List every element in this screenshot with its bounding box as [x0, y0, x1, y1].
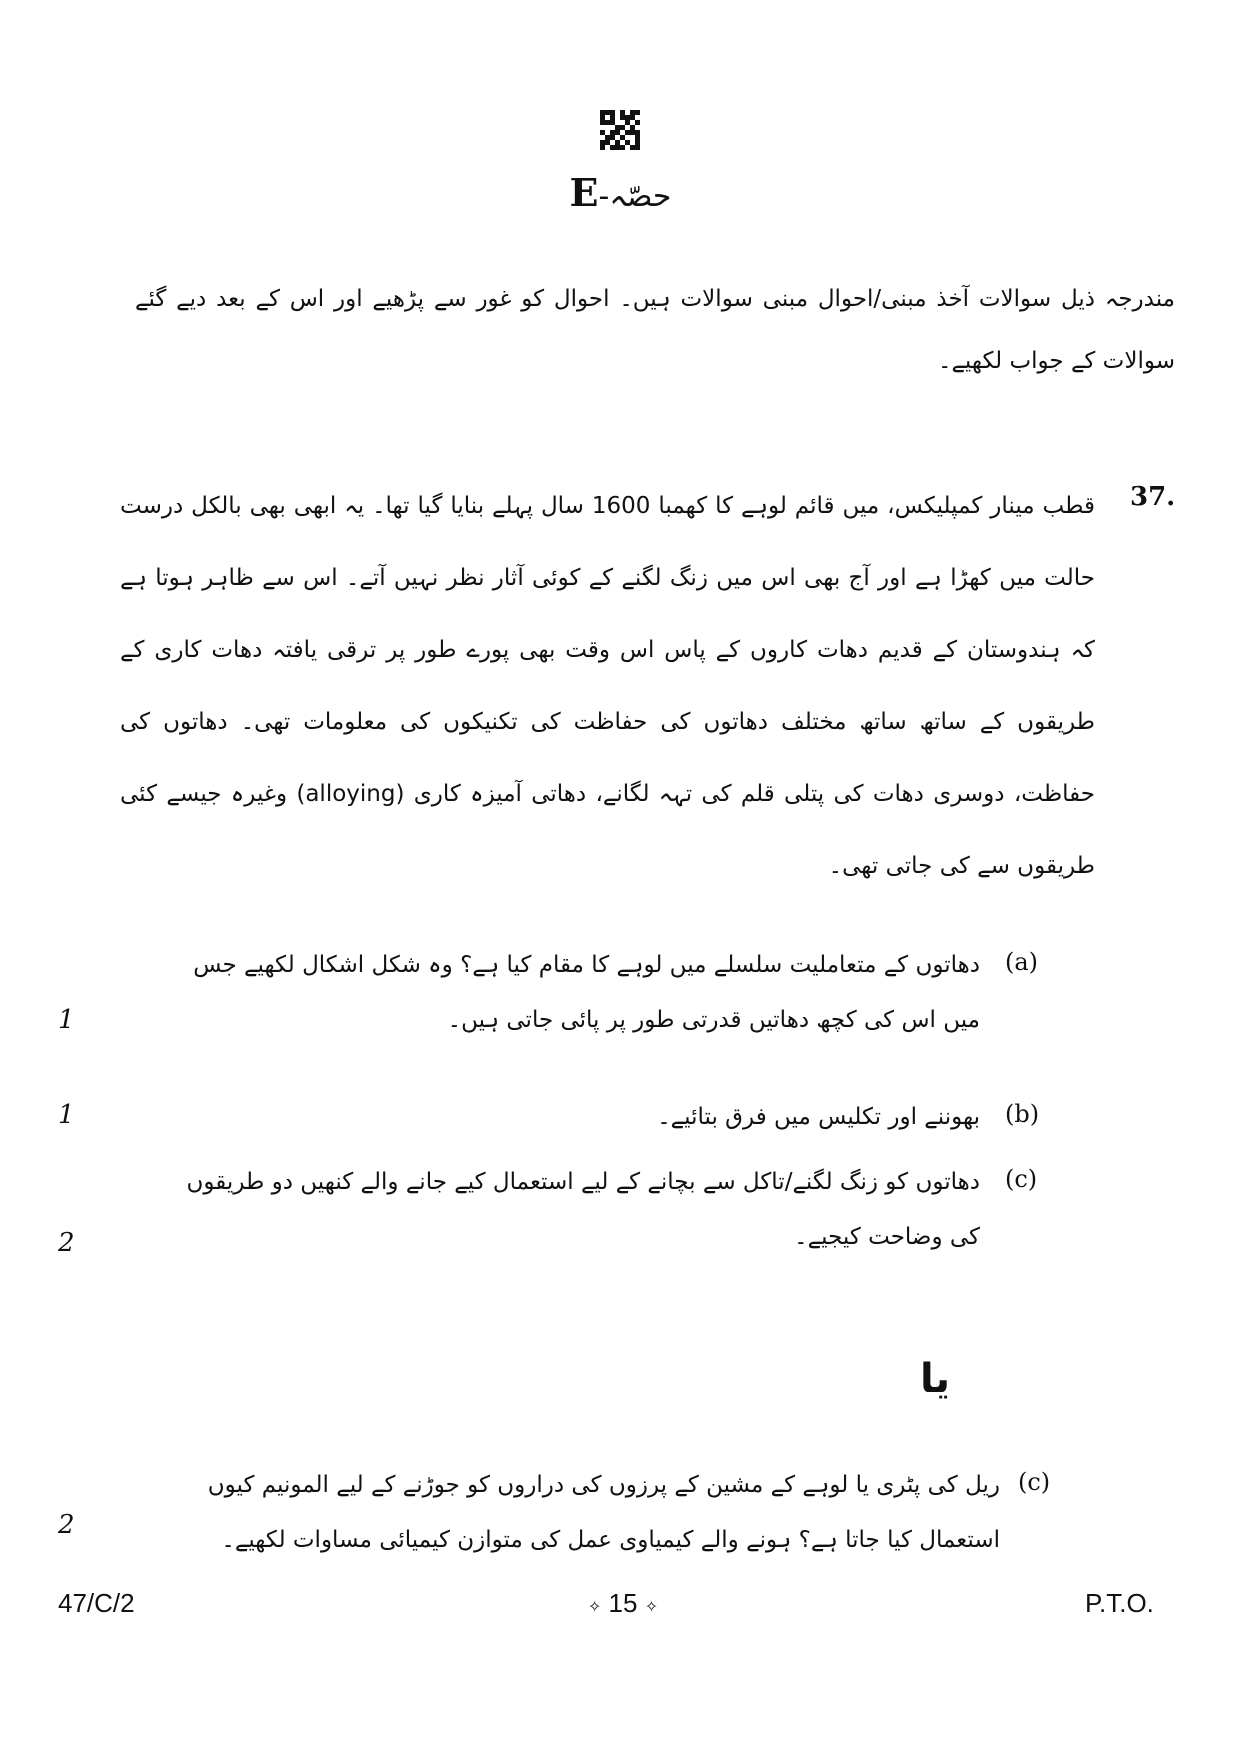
passage: قطب مینار کمپلیکس، میں قائم لوہے کا کھمبا 1600 سال پہلے بنایا گیا تھا۔ یہ ابھی بھی بالکل درست حالت میں کھڑا ہے اور آج بھی اس میں زنگ لگنے کے کوئی آثار نظر نہیں آتے۔ اس سے ظاہر ہوتا ہے کہ ہندوستان کے قدیم دھات کاروں کے پاس اس وقت بھی پورے طور پر ترقی یافتہ دھات کاری کے طریقوں کے ساتھ ساتھ مختلف دھاتوں کی حفاظت کی تکنیکوں کی معلومات تھی۔ دھاتوں کی حفاظت، دوسری دھات کی پتلی قلم کی تہہ لگانے، دھاتی آمیزہ کاری (alloying) وغیرہ جیسے کئی طریقوں سے کی جاتی تھی۔ — [120, 493, 1096, 879]
pto-text: P.T.O. — [1085, 1588, 1154, 1618]
section-letter: E — [569, 170, 599, 215]
part-a-text: دھاتوں کے متعاملیت سلسلے میں لوہے کا مقام کیا ہے؟ وہ شکل اشکال لکھیے جس میں اس کی کچھ دھاتیں قدرتی طور پر پائی جاتی ہیں۔ — [193, 952, 980, 1033]
alt-part-c-label: (c) — [1018, 1468, 1051, 1496]
part-b-label: (b) — [1005, 1100, 1040, 1128]
qr-code — [600, 110, 640, 150]
paper-code: 47/C/2 — [58, 1588, 135, 1618]
part-b-marks: 1 — [58, 1100, 75, 1130]
part-a-label: (a) — [1005, 948, 1039, 976]
or-word: یا — [919, 1356, 951, 1402]
question-number: 37. — [1130, 482, 1176, 512]
part-c-marks: 2 — [58, 1228, 75, 1258]
section-dash: - — [598, 179, 610, 214]
diamond-icon: ✧ — [587, 1599, 602, 1616]
part-a-marks: 1 — [58, 1005, 75, 1035]
alt-part-c-text: ریل کی پٹری یا لوہے کے مشین کے پرزوں کی دراروں کو جوڑنے کے لیے المونیم کیوں استعمال کیا جاتا ہے؟ ہونے والے کیمیاوی عمل کی متوازن کیمیائی مساوات لکھیے۔ — [207, 1472, 1000, 1553]
part-c-text: دھاتوں کو زنگ لگنے/تاکل سے بچانے کے لیے استعمال کیے جانے والے کنھیں دو طریقوں کی وضاحت کیجیے۔ — [186, 1169, 980, 1250]
page-number — [568, 1588, 678, 1619]
instructions: مندرجہ ذیل سوالات آخذ مبنی/احوال مبنی سوالات ہیں۔ احوال کو غور سے پڑھیے اور اس کے بعد دیے گئے سوالات کے جواب لکھیے۔ — [135, 286, 1175, 374]
diamond-icon: ✧ — [644, 1599, 659, 1616]
section-word: حصّہ — [609, 179, 672, 214]
alt-part-c-marks: 2 — [58, 1510, 75, 1540]
part-b-text: بھوننے اور تکلیس میں فرق بتائیے۔ — [657, 1104, 980, 1130]
page-number-text: 15 — [608, 1588, 638, 1618]
part-c-label: (c) — [1005, 1165, 1038, 1193]
section-heading — [0, 170, 1241, 215]
